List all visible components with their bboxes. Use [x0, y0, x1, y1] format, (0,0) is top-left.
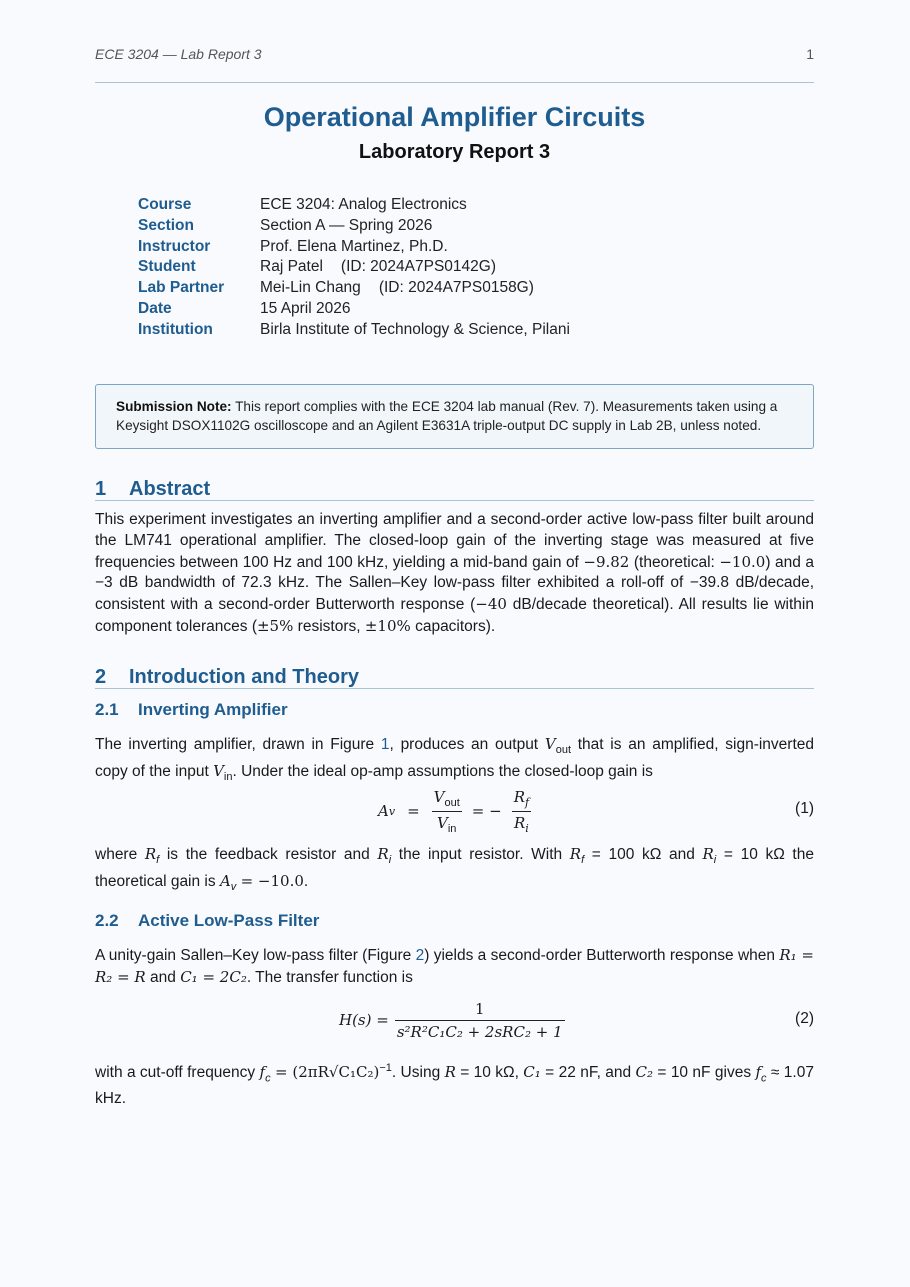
metadata-table — [138, 195, 570, 341]
abstract-text: resistors, — [293, 617, 365, 635]
student-id: (ID: 2024A7PS0142G) — [340, 258, 496, 276]
inverting-text: . Under the ideal op-amp assumptions the closed-loop gain is — [232, 762, 653, 780]
math-vout: V — [433, 787, 445, 806]
math-rolloff: −40 — [475, 595, 507, 614]
math-hs: H(s) = — [339, 1011, 389, 1029]
abstract-text: (theoretical: — [629, 553, 720, 571]
inverting-text: = 10 kΩ the theoretical gain is — [95, 846, 814, 890]
note-label: Submission Note: — [116, 399, 232, 414]
inverting-text: that is an amplified, sign-inverted copy of the input — [95, 736, 814, 780]
header-rule — [95, 82, 814, 83]
math-sub: c — [265, 1072, 271, 1085]
math-numerator: 1 — [474, 999, 485, 1018]
math-denominator: s²R²C₁C₂ + 2sRC₂ + 1 — [395, 1020, 565, 1041]
inverting-text: , produces an output — [389, 736, 545, 753]
abstract-paragraph — [95, 510, 814, 638]
math-gain-expr: = −10.0 — [240, 871, 304, 890]
math-sub: f — [156, 854, 160, 867]
fc-result: ≈ 1.07 kHz. — [95, 1064, 814, 1108]
abstract-text: This experiment investigates an inverting amplifier and a second-order active low-pass filter built around the LM741 operational amplifier. The closed-loop gain of the inverting stage was measured at five frequencies between 100 Hz and 100 kHz, yielding a mid-band gain of — [95, 511, 814, 571]
meta-key: Lab Partner — [138, 279, 225, 297]
math-sub: in — [223, 770, 233, 783]
page-number: 1 — [806, 46, 814, 62]
section-title: Abstract — [129, 478, 211, 500]
subsection-title: Inverting Amplifier — [138, 700, 288, 719]
inverting-after-paragraph — [95, 844, 814, 898]
fraction-rf-ri — [512, 788, 531, 835]
math-ri: R — [702, 845, 714, 863]
section-number: 1 — [95, 478, 107, 500]
math-sub: i — [388, 854, 392, 867]
math-condition-c: C₁ = 2C₂ — [180, 967, 247, 986]
meta-value — [260, 278, 534, 299]
inverting-text: the input resistor. With — [391, 846, 570, 863]
math-sup: −1 — [379, 1062, 392, 1074]
abstract-text: ) and a −3 dB bandwidth of 72.3 kHz. The Sallen–Key low-pass filter exhibited a roll-off of −39.8 dB/decade, consistent with a second-order Butterworth response ( — [95, 553, 814, 614]
section-heading-introduction — [95, 666, 814, 689]
math-tolerance-r: ±5% — [256, 616, 294, 635]
math-vout: V — [544, 735, 556, 753]
abstract-text: dB/decade theoretical). All results lie within component tolerances ( — [95, 596, 814, 635]
equation-1: A v = $\frac{V_{out}}{V_{in}}$ = − $\frac{R_f}{R_i}$ (1) — [378, 787, 814, 835]
meta-row-date — [138, 299, 570, 320]
lowpass-text: . Using — [391, 1064, 445, 1082]
meta-value: ECE 3204: Analog Electronics — [260, 196, 467, 213]
subsection-heading-lowpass — [95, 911, 319, 931]
lowpass-text: = 10 kΩ, — [455, 1064, 524, 1082]
math-c1: C₁ — [523, 1063, 541, 1082]
math-fc: f — [755, 1063, 762, 1082]
meta-value: Birla Institute of Technology & Science, Pilani — [260, 320, 570, 338]
math-vin: V — [437, 813, 448, 832]
report-title: Operational Amplifier Circuits — [263, 102, 646, 132]
math-sub: i — [525, 821, 529, 835]
inverting-text: The inverting amplifier, drawn in Figure — [95, 736, 381, 753]
meta-row-partner — [138, 278, 570, 299]
submission-note — [95, 384, 814, 449]
inverting-text: . — [303, 872, 309, 890]
figure-2-link[interactable]: 2 — [415, 947, 425, 964]
report-subtitle: Laboratory Report 3 — [358, 141, 551, 163]
math-sub: out — [555, 744, 571, 757]
math-sub: v — [230, 880, 237, 893]
meta-key: Course — [138, 196, 192, 213]
lowpass-text: and — [145, 968, 181, 986]
lowpass-text: . The transfer function is — [246, 968, 413, 986]
math-vin: V — [213, 761, 224, 780]
note-text: This report complies with the ECE 3204 lab manual (Rev. 7). Measurements taken using a Keysight DSOX1102G oscilloscope and an Agilent E3631A triple-output DC supply in Lab 2B, unless noted. — [116, 399, 778, 433]
lowpass-after-paragraph — [95, 1058, 814, 1110]
equation-number: (1) — [795, 800, 814, 817]
math-av: A — [378, 802, 389, 820]
math-ri: R — [513, 813, 526, 832]
meta-key: Section — [138, 216, 194, 234]
section-number: 2 — [95, 666, 107, 688]
meta-row-course — [138, 195, 570, 216]
meta-row-student — [138, 257, 570, 278]
inverting-text: is the feedback resistor and — [159, 846, 378, 863]
lowpass-paragraph — [95, 945, 814, 989]
math-c2: C₂ — [635, 1063, 654, 1082]
math-sub: v — [388, 804, 396, 818]
fraction-vout-vin — [432, 788, 462, 835]
subsection-title: Active Low-Pass Filter — [138, 911, 320, 930]
math-r: R — [444, 1063, 456, 1082]
meta-value: 15 April 2026 — [260, 299, 351, 317]
math-theory: −10.0 — [719, 552, 766, 571]
math-fc: f — [259, 1063, 266, 1082]
equation-2 — [95, 998, 814, 1042]
meta-key: Institution — [138, 320, 213, 338]
lowpass-text: with a cut-off frequency — [95, 1064, 260, 1082]
subsection-number: 2.1 — [95, 700, 119, 719]
lowpass-text: A unity-gain Sallen–Key low-pass filter (Figure — [95, 947, 416, 964]
math-ri: R — [377, 845, 389, 863]
meta-key: Instructor — [138, 237, 211, 255]
math-sub: in — [447, 822, 457, 835]
inverting-paragraph — [95, 734, 814, 788]
math-av: A — [219, 871, 231, 890]
meta-row-instructor — [138, 237, 570, 258]
subsection-number: 2.2 — [95, 911, 119, 930]
figure-1-link[interactable]: 1 — [380, 736, 390, 753]
math-sub: f — [581, 854, 585, 867]
section-heading-abstract — [95, 478, 814, 501]
equation-number: (2) — [795, 1010, 814, 1027]
subsection-heading-inverting — [95, 700, 288, 720]
student-name: Raj Patel — [260, 258, 323, 276]
running-header — [95, 46, 814, 62]
math-fc-formula: = (2πR√C₁C₂) — [274, 1063, 380, 1082]
fraction-transfer — [395, 1000, 565, 1041]
math-sub: f — [524, 795, 530, 809]
inverting-text: = 100 kΩ and — [584, 846, 703, 863]
math-tolerance-c: ±10% — [364, 616, 411, 635]
lowpass-text: = 10 nF gives — [653, 1064, 756, 1082]
math-gain: −9.82 — [583, 552, 630, 571]
math-sub: out — [444, 796, 460, 809]
math-sub: i — [713, 854, 717, 867]
math-sub: c — [761, 1072, 767, 1085]
math-rf: R — [144, 845, 157, 863]
meta-value: Section A — Spring 2026 — [260, 216, 433, 234]
math-rf: R — [513, 787, 525, 806]
math-rf: R — [569, 845, 582, 863]
meta-key: Student — [138, 258, 196, 276]
partner-name: Mei-Lin Chang — [260, 279, 361, 297]
meta-value — [260, 257, 496, 278]
math-condition-r: R₁ = R₂ = R — [95, 946, 814, 986]
meta-row-section — [138, 216, 570, 237]
lowpass-text: = 22 nF, and — [540, 1064, 636, 1082]
meta-row-institution — [138, 320, 570, 341]
section-title: Introduction and Theory — [129, 666, 359, 688]
inverting-text: where — [95, 846, 145, 863]
abstract-text: capacitors). — [410, 617, 496, 635]
running-title: ECE 3204 — Lab Report 3 — [95, 46, 262, 62]
meta-key: Date — [138, 299, 172, 317]
meta-value: Prof. Elena Martinez, Ph.D. — [260, 237, 448, 255]
lowpass-text: ) yields a second-order Butterworth response when — [424, 947, 780, 964]
partner-id: (ID: 2024A7PS0158G) — [378, 279, 534, 297]
